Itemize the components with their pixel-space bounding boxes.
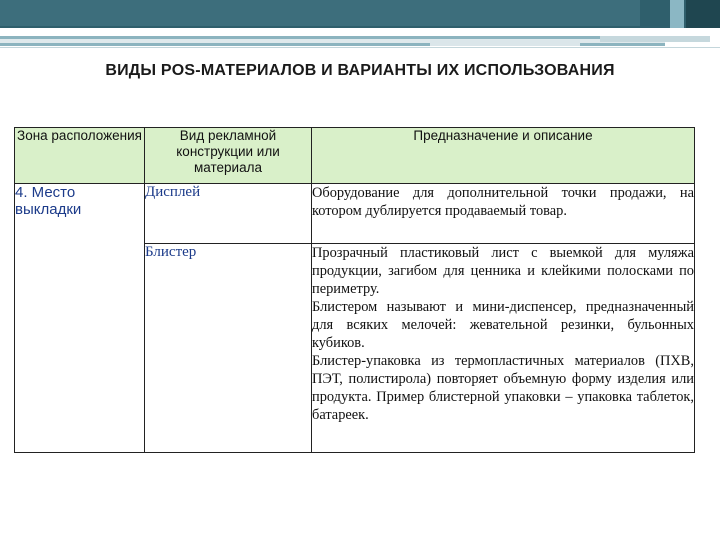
zone-cell: 4. Место выкладки bbox=[15, 184, 145, 453]
decorative-stripe-right bbox=[600, 36, 710, 42]
description-text: Прозрачный пластиковый лист с выемкой для муляжа продукции, загибом для ценника и клейкими полосками по периметру. bbox=[312, 245, 694, 297]
description-text: Блистером называют и мини-диспенсер, предназначенный для всяких мелочей: жевательной резинки, бульонных кубиков. bbox=[312, 299, 694, 351]
table-row bbox=[15, 184, 695, 244]
header-type: Вид рекламной конструкции или материала bbox=[145, 128, 312, 184]
decorative-stripe-light bbox=[430, 40, 580, 46]
type-cell: Блистер bbox=[145, 244, 312, 453]
top-band-corner bbox=[686, 0, 720, 28]
table-header-row bbox=[15, 128, 695, 184]
top-band-accent bbox=[670, 0, 684, 28]
type-cell: Дисплей bbox=[145, 184, 312, 244]
top-decorative-band bbox=[0, 0, 720, 28]
description-cell bbox=[312, 244, 695, 453]
pos-materials-table bbox=[14, 127, 695, 453]
top-band-segment bbox=[0, 0, 640, 26]
description-text: Оборудование для дополнительной точки продажи, на котором дублируется продаваемый товар. bbox=[312, 185, 694, 219]
slide-title: ВИДЫ POS-МАТЕРИАЛОВ И ВАРИАНТЫ ИХ ИСПОЛЬЗОВАНИЯ bbox=[105, 62, 615, 79]
description-text: Блистер-упаковка из термопластичных материалов (ПХВ, ПЭТ, полистирола) повторяет объемную форму изделия или продукта. Пример блистерной упаковки – упаковка таблеток, батареек. bbox=[312, 353, 694, 423]
description-cell bbox=[312, 184, 695, 244]
header-purpose: Предназначение и описание bbox=[312, 128, 695, 184]
header-zone: Зона расположения bbox=[15, 128, 145, 184]
decorative-divider bbox=[0, 47, 720, 48]
